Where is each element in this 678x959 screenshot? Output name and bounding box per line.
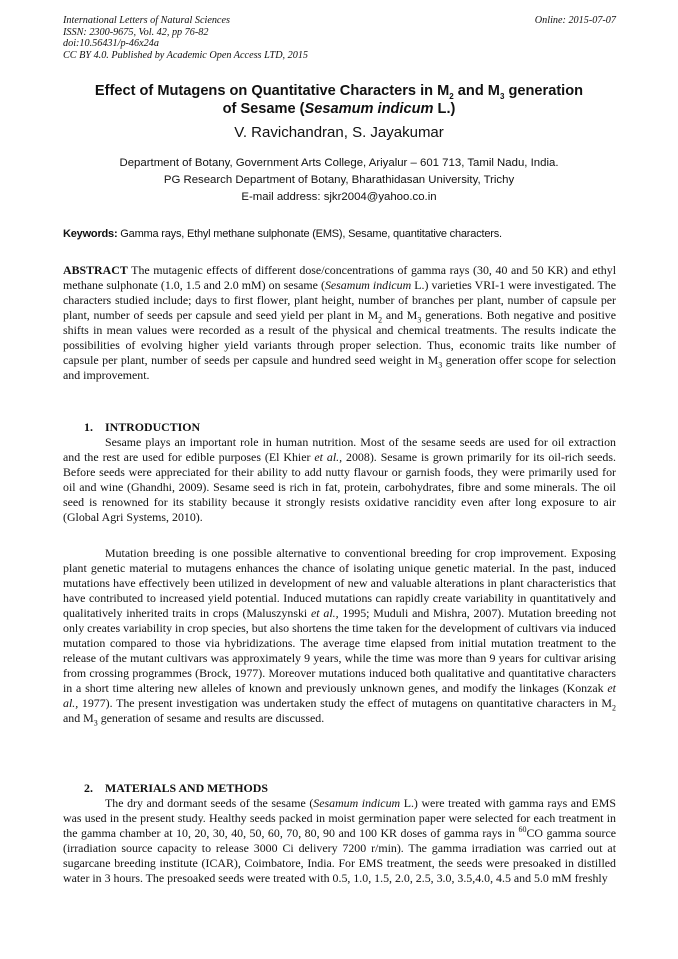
authors: V. Ravichandran, S. Jayakumar: [234, 124, 444, 141]
issn: ISSN: 2300-9675, Vol. 42, pp 76-82: [63, 26, 209, 38]
affiliations: [40, 155, 638, 206]
section-heading-materials-methods: 2. MATERIALS AND METHODS: [84, 781, 268, 795]
paper-title: [40, 82, 638, 118]
section-heading-introduction: 1. INTRODUCTION: [84, 420, 201, 434]
journal-header: [63, 15, 616, 61]
methods-paragraph-1: The dry and dormant seeds of the sesame (Sesamum indicum L.) were treated with gamma rays and EMS was used in the present study. Healthy seeds packed in moist germination paper were selected for each treatment in the gamma chamber at 10, 20, 30, 40, 50, 60, 70, 80, 90 and 100 KR doses of gamma rays in $^{60}$CO gamma source (irradiation source capacity to release 3000 Ci delivery 7200 r/min). The gamma irradiation was carried out at sugarcane breeding institute (ICAR), Coimbatore, India. For EMS treatment, the seeds were presoaked in distilled water in 3 hours. The presoaked seeds were treated with 0.5, 1.0, 1.5, 2.0, 2.5, 3.0, 3.5,4.0, 4.5 and 5.0 mM freshly: [63, 796, 617, 885]
keywords: [63, 227, 623, 241]
abstract-label: ABSTRACT: [63, 263, 128, 277]
email-address: E-mail address: sjkr2004@yahoo.co.in: [241, 191, 437, 203]
keywords-label: Keywords:: [63, 228, 118, 240]
doi: doi:10.56431/p-46x24a: [63, 38, 159, 49]
introduction-paragraph-2: Mutation breeding is one possible alternative to conventional breeding for crop improvement. Exposing plant genetic material to mutagens enhances the chance of isolating unique genetic material. In the past, induced mutations have effectively been utilized in development of new and valuable alterations in plant characteristics that have contributed to increased yield potential. Induced mutations can rapidly create variability in quantitatively and qualitatively inherited traits in crops (Maluszynski et al., 1995; Muduli and Mishra, 2007). Mutation breeding not only creates variability in crop species, but also shortens the time taken for the development of cultivars via induced mutation compared to those via hybridizations. The average time elapsed from initial mutation treatment to the release of the mutant cultivars was approximately 9 years, while the time was more than 9 years for cultivar arising from crossing programmes (Brock, 1977). Moreover mutations induced both qualitative and quantitative characters in a short time altering new alleles of known and previously unknown genes, and modify the linkages (Konzak et al., 1977). The present investigation was undertaken study the effect of mutagens on quantitative characters in $M_2$ and $M_3$ generation of sesame and results are discussed.: [63, 546, 616, 728]
title-line-1: Effect of Mutagens on Quantitative Characters in $M_2$ and $M_3$ generation: [94, 83, 584, 101]
introduction-paragraph-1: Sesame plays an important role in human nutrition. Most of the sesame seeds are used for oil extraction and the rest are used for edible purposes (El Khier et al., 2008). Sesame is grown primarily for its oil-rich seeds. Before seeds were appreciated for their ability to add nutty flavour or garnish foods, they were primarily used for oil and wine (Ghandhi, 2009). Sesame seed is rich in fat, protein, carbohydrates, fibre and some minerals. The oil seed is renowned for its stability because it strongly resists oxidative rancidity even after long exposure to air (Global Agri Systems, 2010).: [63, 435, 616, 524]
abstract: ABSTRACT The mutagenic effects of different dose/concentrations of gamma rays (30, 40 and 50 KR) and ethyl methane sulphonate (1.0, 1.5 and 2.0 mM) on sesame (Sesamum indicum L.) varieties VRI-1 were investigated. The characters studied include; days to first flower, plant height, number of branches per plant, number of capsule per plant, number of seeds per capsule and seed yield per plant in $M_2$ and $M_3$ generations. Both negative and positive shifts in mean values were recorded as a result of the physical and chemical treatments. The results indicate the possibilities of evolving higher yield variants through proper selection. Thus, economic traits like number of capsule per plant, number of seeds per capsule and hundred seed weight in $M_3$ generation offer scope for selection and improvement.: [63, 263, 616, 382]
license: CC BY 4.0. Published by Academic Open Access LTD, 2015: [63, 49, 309, 61]
title-line-2: of Sesame (Sesamum indicum L.): [222, 101, 456, 117]
affiliation-2: PG Research Department of Botany, Bharathidasan University, Trichy: [163, 174, 515, 186]
online-date: Online: 2015-07-07: [534, 15, 616, 26]
journal-name: International Letters of Natural Sciences: [63, 15, 230, 26]
affiliation-1: Department of Botany, Government Arts College, Ariyalur – 601 713, Tamil Nadu, India.: [119, 157, 559, 169]
keywords-text: Gamma rays, Ethyl methane sulphonate (EMS), Sesame, quantitative characters.: [117, 228, 502, 240]
